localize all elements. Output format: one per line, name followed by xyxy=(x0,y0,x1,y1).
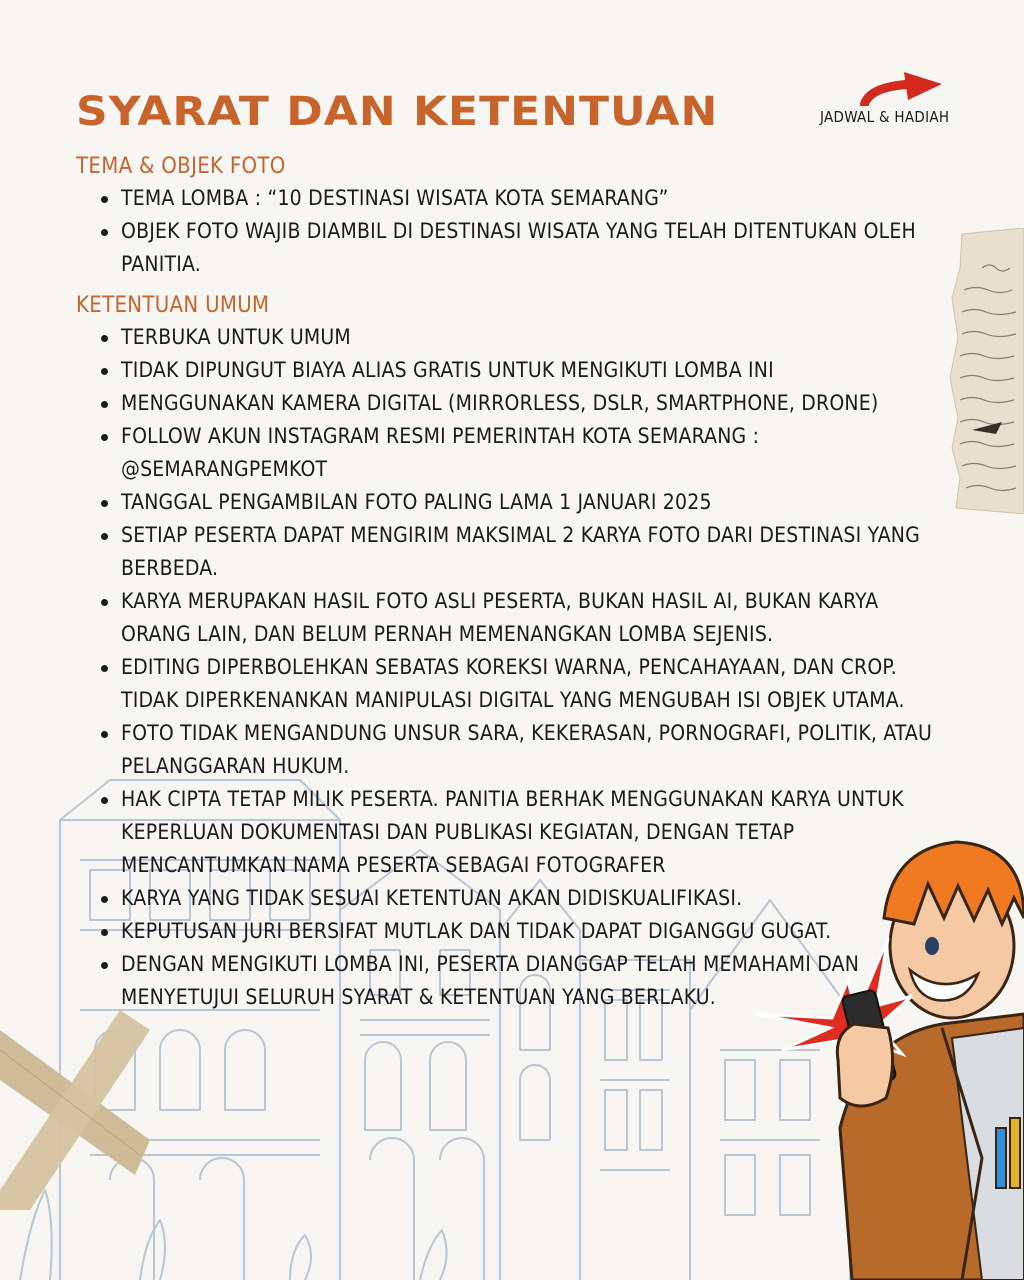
section-theme xyxy=(76,152,948,287)
list-item: TANGGAL PENGAMBILAN FOTO PALING LAMA 1 JANUARI 2025 xyxy=(76,486,948,519)
list-item: KARYA YANG TIDAK SESUAI KETENTUAN AKAN DIDISKUALIFIKASI. xyxy=(76,882,948,915)
theme-list xyxy=(76,182,948,287)
handwritten-paper-decoration xyxy=(948,228,1024,514)
section-heading-theme: TEMA & OBJEK FOTO xyxy=(76,154,286,179)
general-terms-list xyxy=(76,321,948,1020)
list-item: FOLLOW AKUN INSTAGRAM RESMI PEMERINTAH KOTA SEMARANG : @SEMARANGPEMKOT xyxy=(76,420,948,486)
arrow-right-icon xyxy=(860,72,944,106)
list-item: EDITING DIPERBOLEHKAN SEBATAS KOREKSI WARNA, PENCAHAYAAN, DAN CROP. TIDAK DIPERKENANKAN MANIPULASI DIGITAL YANG MENGUBAH ISI OBJEK UTAMA. xyxy=(76,651,948,717)
list-item: TERBUKA UNTUK UMUM xyxy=(76,321,948,354)
list-item: MENGGUNAKAN KAMERA DIGITAL (MIRRORLESS, DSLR, SMARTPHONE, DRONE) xyxy=(76,387,948,420)
list-item: TIDAK DIPUNGUT BIAYA ALIAS GRATIS UNTUK MENGIKUTI LOMBA INI xyxy=(76,354,948,387)
list-item: DENGAN MENGIKUTI LOMBA INI, PESERTA DIANGGAP TELAH MEMAHAMI DAN MENYETUJUI SELURUH SYARAT & KETENTUAN YANG BERLAKU. xyxy=(76,948,948,1014)
page-title: SYARAT DAN KETENTUAN xyxy=(76,88,719,135)
list-item: TEMA LOMBA : “10 DESTINASI WISATA KOTA SEMARANG” xyxy=(76,182,948,215)
list-item: HAK CIPTA TETAP MILIK PESERTA. PANITIA BERHAK MENGGUNAKAN KARYA UNTUK KEPERLUAN DOKUMENTASI DAN PUBLIKASI KEGIATAN, DENGAN TETAP MENCANTUMKAN NAMA PESERTA SEBAGAI FOTOGRAFER xyxy=(76,783,948,882)
list-item: FOTO TIDAK MENGANDUNG UNSUR SARA, KEKERASAN, PORNOGRAFI, POLITIK, ATAU PELANGGARAN HUKUM. xyxy=(76,717,948,783)
section-heading-general: KETENTUAN UMUM xyxy=(76,293,270,318)
list-item: KEPUTUSAN JURI BERSIFAT MUTLAK DAN TIDAK DAPAT DIGANGGU GUGAT. xyxy=(76,915,948,948)
schedule-prize-nav-link[interactable] xyxy=(820,72,970,132)
section-general-terms xyxy=(76,291,948,1020)
terms-content xyxy=(76,152,948,1020)
list-item: OBJEK FOTO WAJIB DIAMBIL DI DESTINASI WISATA YANG TELAH DITENTUKAN OLEH PANITIA. xyxy=(76,215,948,281)
list-item: KARYA MERUPAKAN HASIL FOTO ASLI PESERTA, BUKAN HASIL AI, BUKAN KARYA ORANG LAIN, DAN BELUM PERNAH MEMENANGKAN LOMBA SEJENIS. xyxy=(76,585,948,651)
crossed-tape-decoration xyxy=(0,990,150,1210)
schedule-prize-label: JADWAL & HADIAH xyxy=(820,108,950,126)
list-item: SETIAP PESERTA DAPAT MENGIRIM MAKSIMAL 2 KARYA FOTO DARI DESTINASI YANG BERBEDA. xyxy=(76,519,948,585)
